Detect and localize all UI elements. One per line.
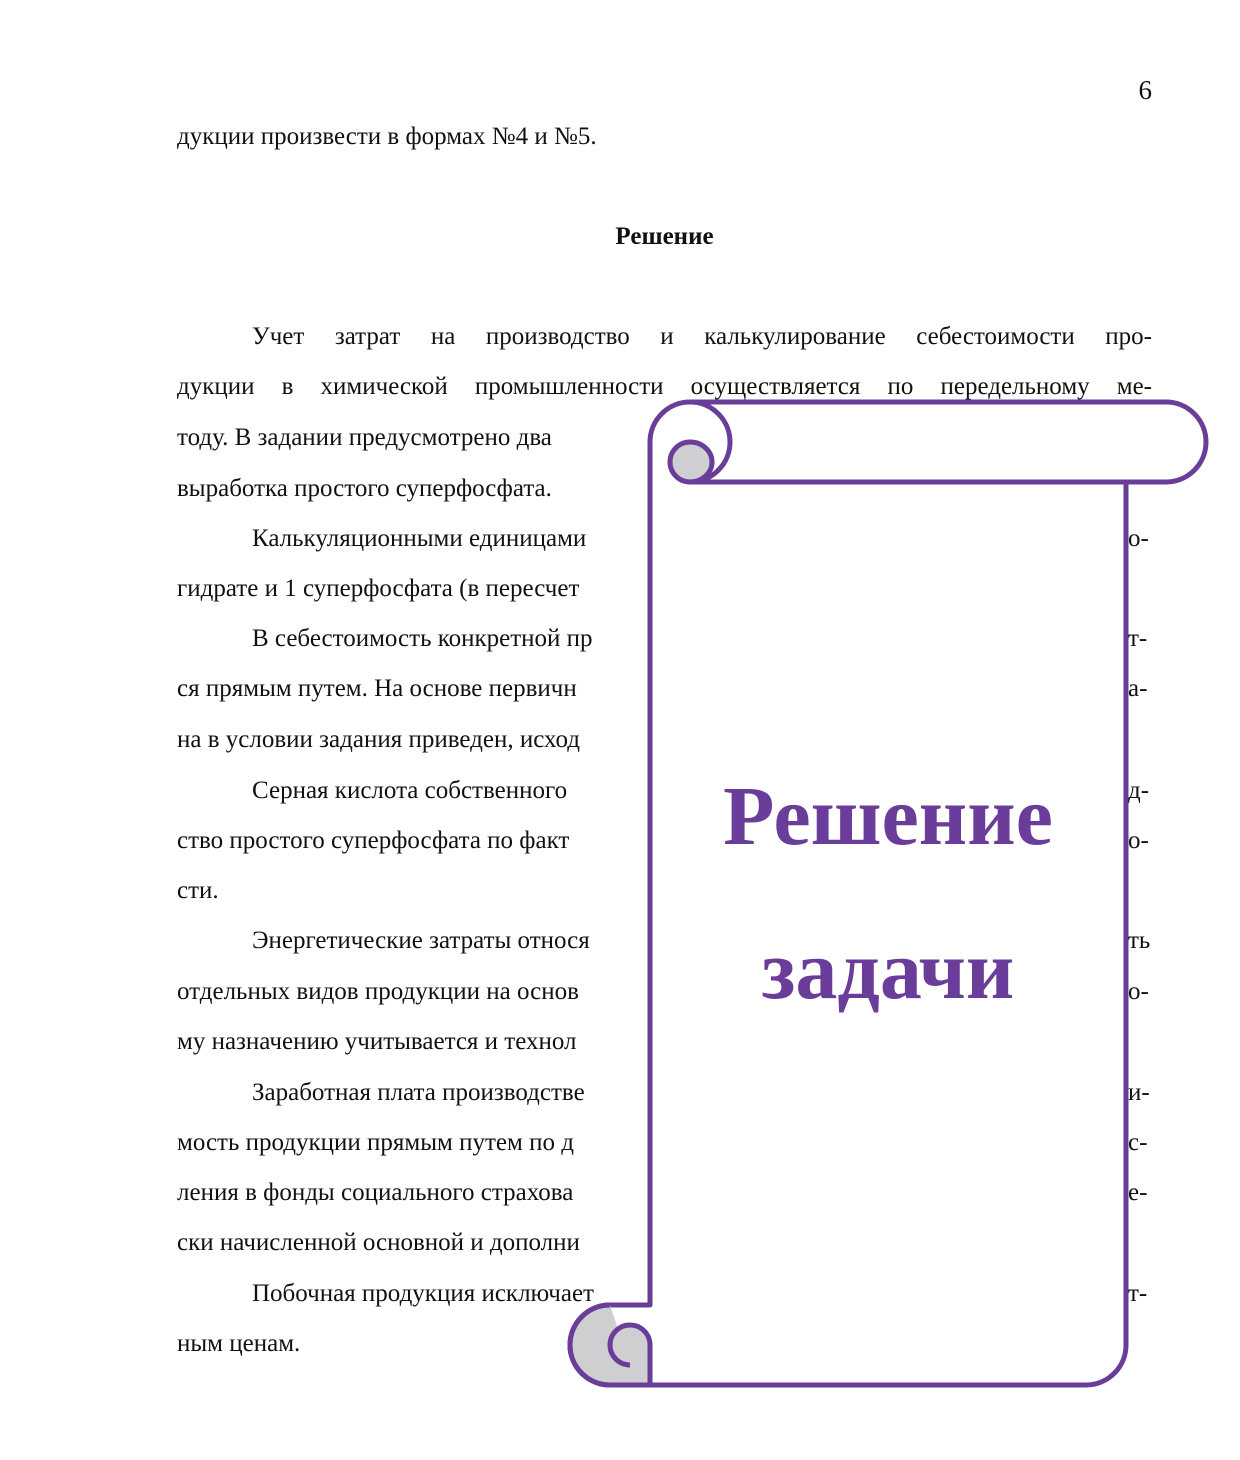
right-fragment-8: и- [1128,1079,1150,1106]
text-line-1: дукции произвести в формах №4 и №5. [177,123,597,150]
right-fragment-7: о- [1128,978,1149,1005]
text-line-7: гидрате и 1 суперфосфата (в пересчет [177,575,580,602]
text-line-11: Серная кислота собственного [252,777,568,804]
right-fragment-3: а- [1128,675,1148,702]
right-fragment-6: ть [1128,927,1151,954]
text-line-18: мость продукции прямым путем по д [177,1129,574,1156]
right-fragment-4: д- [1128,777,1150,804]
right-fragment-5: о- [1128,827,1149,854]
text-line-16: му назначению учитывается и технол [177,1028,577,1055]
text-line-15: отдельных видов продукции на основ [177,978,579,1005]
section-heading: Решение [615,223,714,250]
text-line-14: Энергетические затраты относя [252,927,590,954]
text-line-6: Калькуляционными единицами [252,525,587,552]
text-line-13: сти. [177,877,219,904]
right-fragment-10: е- [1128,1179,1148,1206]
scroll-body [570,402,1206,1385]
scroll-top-curl [670,442,712,482]
text-line-10: на в условии задания приведен, исход [177,726,581,753]
text-line-3: дукции в химической промышленности осуществляется по передельному ме- [177,373,1152,400]
scroll-title-line-1: Решение [723,770,1053,863]
text-line-22: ным ценам. [177,1330,301,1357]
right-fragment-9: с- [1128,1129,1148,1156]
text-line-9: ся прямым путем. На основе первичн [177,675,577,702]
right-fragment-1: о- [1128,525,1149,552]
right-fragment-2: т- [1128,625,1148,652]
page-number: 6 [1138,75,1152,105]
text-line-20: ски начисленной основной и дополни [177,1229,580,1256]
text-line-17: Заработная плата производстве [252,1079,585,1106]
text-line-19: ления в фонды социального страхова [177,1179,574,1206]
scroll-title-line-2: задачи [761,924,1015,1017]
text-line-2: Учет затрат на производство и калькулирование себестоимости про- [252,323,1152,350]
right-fragment-11: т- [1128,1280,1148,1307]
text-line-8: В себестоимость конкретной пр [252,625,593,652]
text-line-4: тоду. В задании предусмотрено два [177,424,552,451]
text-line-5: выработка простого суперфосфата. [177,475,552,502]
text-line-12: ство простого суперфосфата по факт [177,827,570,854]
text-line-21: Побочная продукция исключает [252,1280,594,1307]
